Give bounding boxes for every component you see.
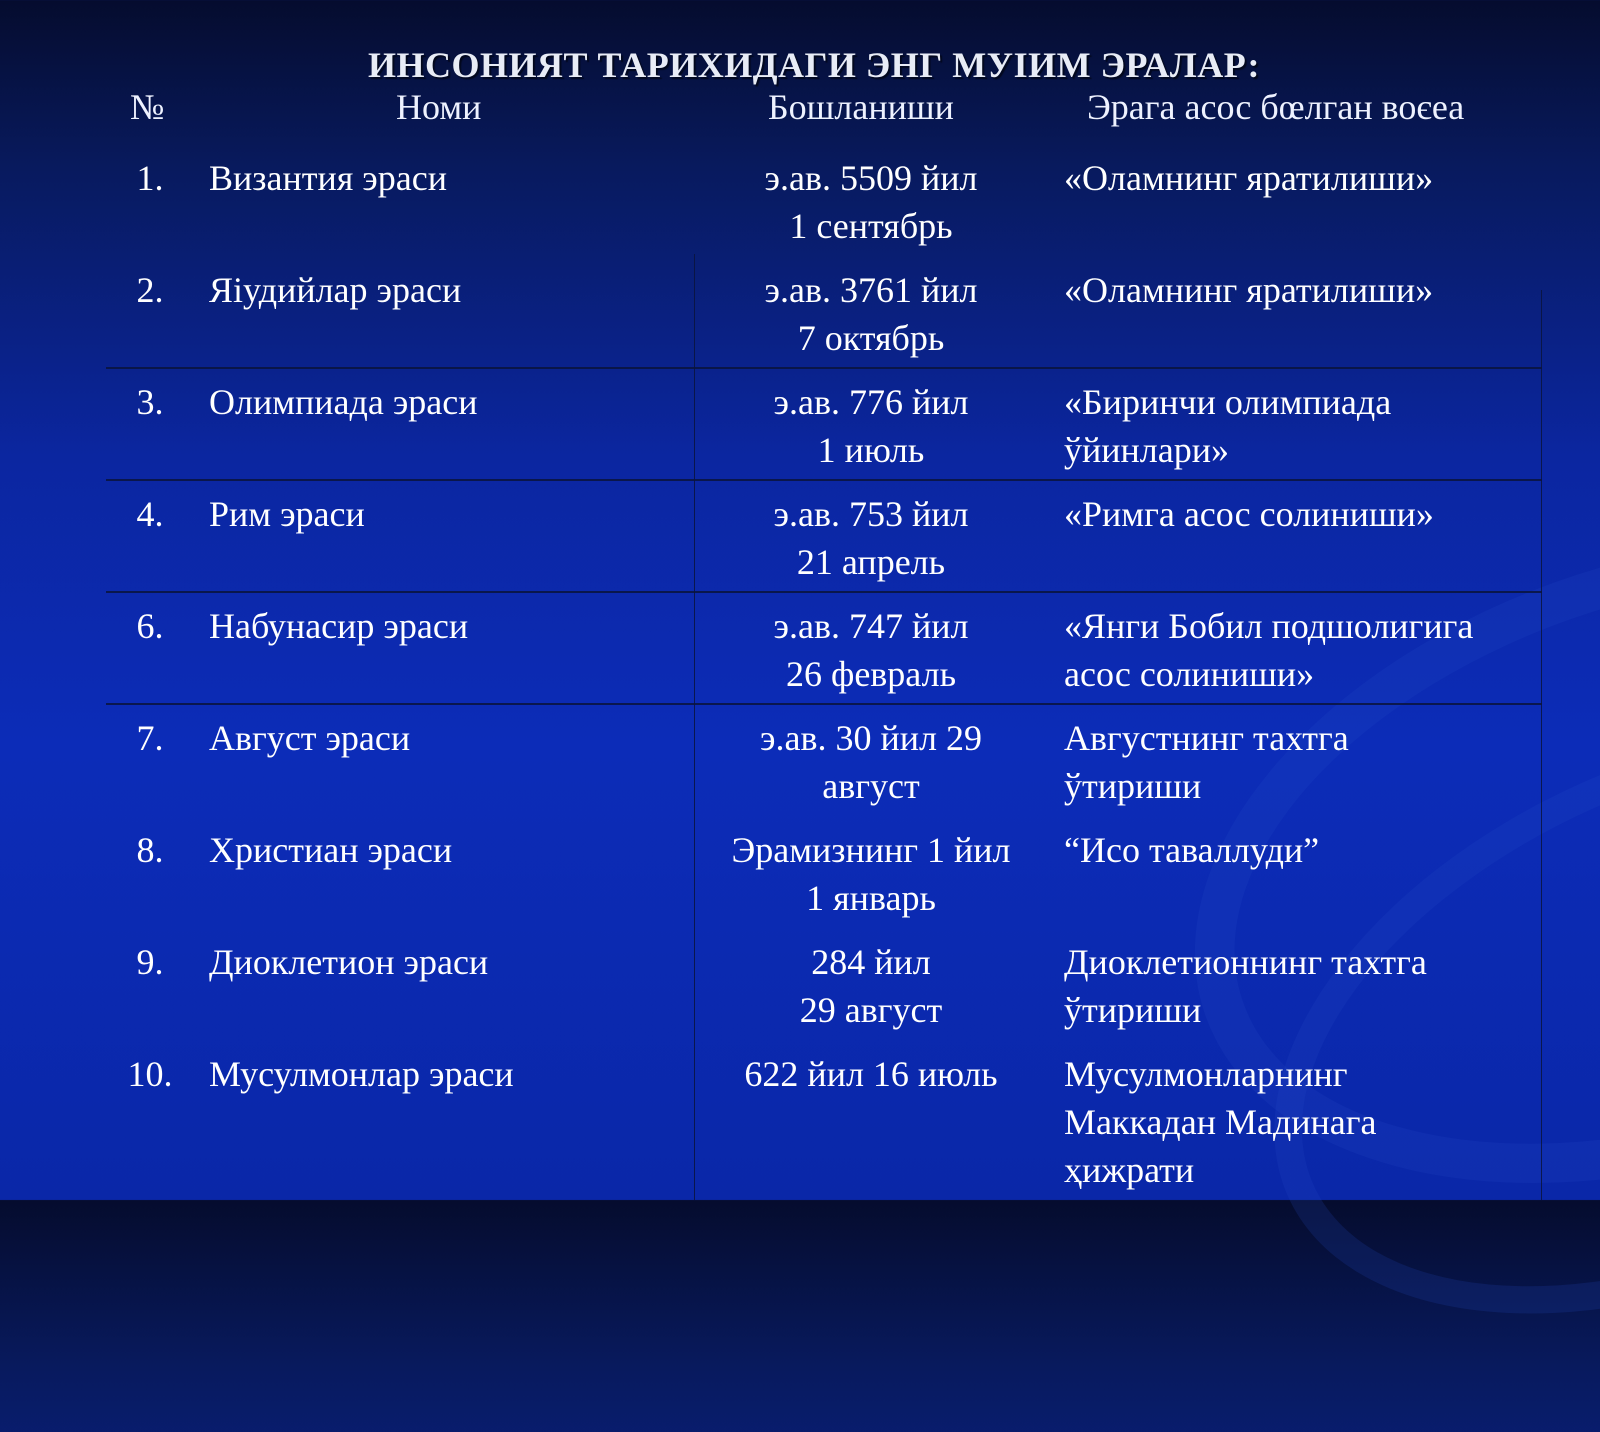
row-number: 10.	[127, 1054, 173, 1094]
era-event-line: Диоклетионнинг тахтга	[1064, 942, 1427, 982]
era-start-line: Эрамизнинг 1 йил	[731, 830, 1011, 870]
row-divider	[106, 703, 1542, 705]
era-event-line: ўтириши	[1064, 766, 1202, 806]
era-start-line: 622 йил 16 июль	[744, 1054, 998, 1094]
era-event-line: «Римга асос солиниши»	[1064, 494, 1434, 534]
era-name: Византия эраси	[209, 158, 447, 198]
header-event: Эрага асос бœлган воєеа	[1087, 87, 1465, 127]
era-event	[1064, 602, 1473, 698]
era-start-line: 29 август	[799, 990, 943, 1030]
header-start: Бошланиши	[768, 87, 954, 127]
era-start-line: август	[822, 766, 920, 806]
era-event-line: «Биринчи олимпиада	[1064, 382, 1392, 422]
era-name: Август эраси	[209, 718, 411, 758]
era-start-line: 1 сентябрь	[789, 206, 953, 246]
era-event-line: ўтириши	[1064, 990, 1202, 1030]
era-start-line: 1 январь	[806, 878, 936, 918]
era-event	[1064, 1050, 1377, 1194]
header-number: №	[130, 87, 165, 127]
era-start	[706, 490, 1036, 586]
row-number: 6.	[136, 606, 164, 646]
era-start	[706, 602, 1036, 698]
era-start	[706, 378, 1036, 474]
era-start	[706, 1050, 1036, 1098]
era-name: Христиан эраси	[209, 830, 453, 870]
row-number: 1.	[136, 158, 164, 198]
row-number: 9.	[136, 942, 164, 982]
era-start-line: 1 июль	[817, 430, 925, 470]
era-event	[1064, 490, 1434, 538]
row-number: 4.	[136, 494, 164, 534]
era-start-line: э.ав. 776 йил	[773, 382, 969, 422]
era-start-line: э.ав. 753 йил	[773, 494, 969, 534]
era-start-line: э.ав. 747 йил	[773, 606, 969, 646]
era-event	[1064, 826, 1319, 874]
era-start-line: э.ав. 30 йил 29	[760, 718, 982, 758]
row-number: 3.	[136, 382, 164, 422]
era-event-line: Августнинг тахтга	[1064, 718, 1349, 758]
header-name: Номи	[396, 87, 482, 127]
era-start-line: 7 октябрь	[797, 318, 945, 358]
column-divider	[694, 254, 695, 1200]
era-name: Рим эраси	[209, 494, 365, 534]
row-number: 8.	[136, 830, 164, 870]
row-divider	[106, 479, 1542, 481]
era-event	[1064, 938, 1427, 1034]
era-name: Яіудийлар эраси	[209, 270, 462, 310]
era-start-line: э.ав. 5509 йил	[764, 158, 978, 198]
era-start-line: э.ав. 3761 йил	[764, 270, 978, 310]
era-start	[706, 714, 1036, 810]
row-divider	[106, 367, 1542, 369]
era-start	[706, 938, 1036, 1034]
era-start-line: 26 февраль	[786, 654, 956, 694]
era-event	[1064, 714, 1349, 810]
era-start-line: 21 апрель	[796, 542, 946, 582]
era-event-line: Маккадан Мадинага	[1064, 1102, 1377, 1142]
era-start	[706, 154, 1036, 250]
row-number: 2.	[136, 270, 164, 310]
era-event-line: «Янги Бобил подшолигига	[1064, 606, 1474, 646]
era-event-line: ўйинлари»	[1064, 430, 1230, 470]
era-name: Мусулмонлар эраси	[209, 1054, 514, 1094]
era-event-line: “Исо таваллуди”	[1064, 830, 1320, 870]
era-start	[706, 266, 1036, 362]
era-event-line: Мусулмонларнинг	[1064, 1054, 1348, 1094]
era-event-line: асос солиниши»	[1064, 654, 1315, 694]
era-start-line: 284 йил	[811, 942, 931, 982]
era-name: Набунасир эраси	[209, 606, 469, 646]
row-number: 7.	[136, 718, 164, 758]
era-start	[706, 826, 1036, 922]
page-title: ИНСОНИЯТ ТАРИХИДАГИ ЭНГ МУІИМ ЭРАЛАР:	[367, 45, 1261, 85]
era-name: Диоклетион эраси	[209, 942, 489, 982]
era-event	[1064, 154, 1433, 202]
era-event-line: «Оламнинг яратилиши»	[1064, 270, 1434, 310]
era-name: Олимпиада эраси	[209, 382, 478, 422]
era-event	[1064, 266, 1433, 314]
era-event-line: «Оламнинг яратилиши»	[1064, 158, 1434, 198]
row-divider	[106, 591, 1542, 593]
column-divider	[1541, 290, 1542, 1200]
era-event	[1064, 378, 1391, 474]
era-event-line: ҳижрати	[1064, 1150, 1195, 1190]
